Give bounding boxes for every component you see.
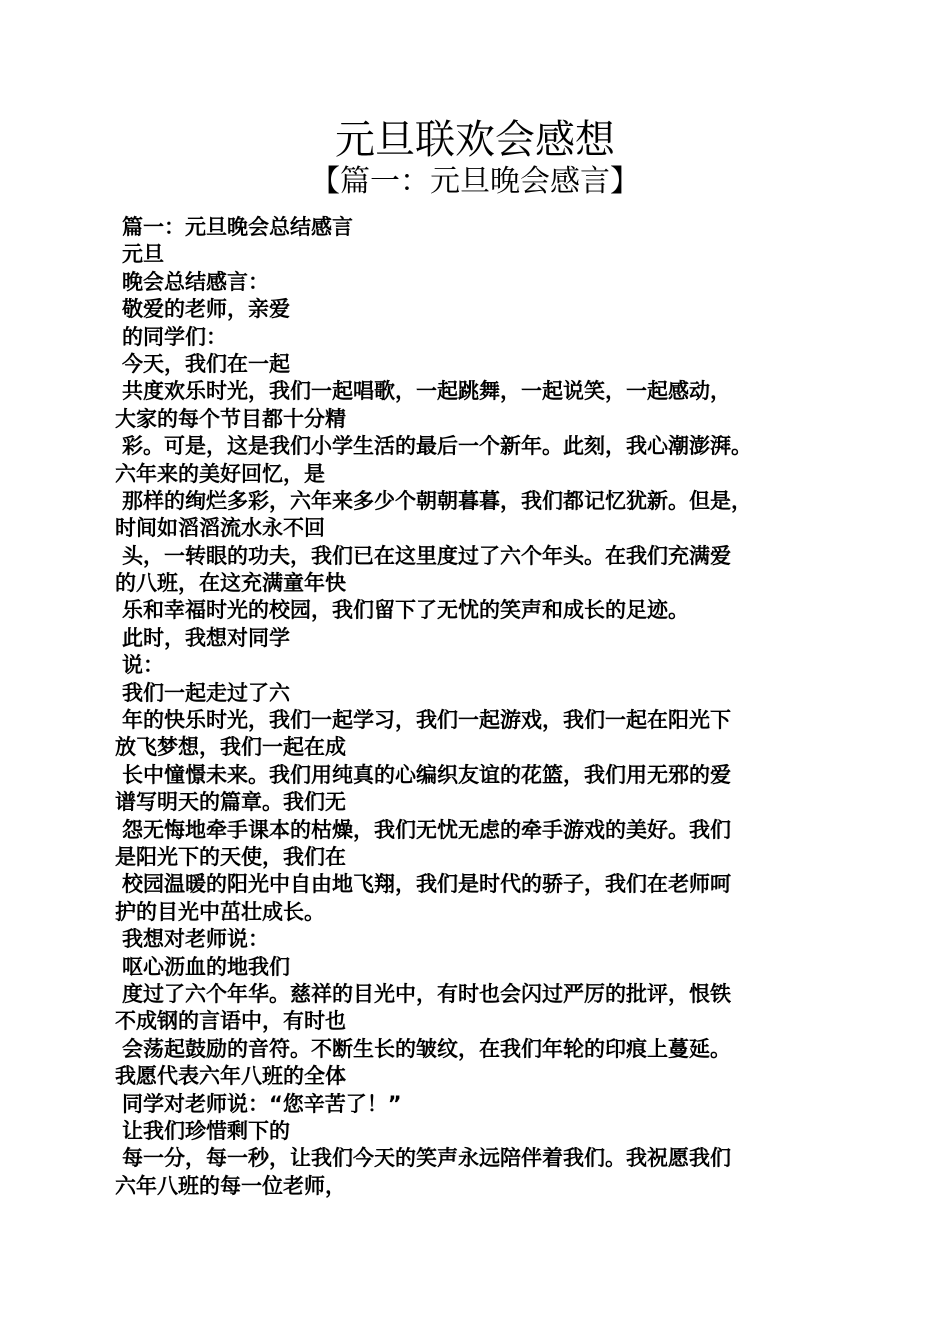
body-line: 同学对老师说：“您辛苦了！” [122, 1091, 402, 1116]
body-line: 共度欢乐时光，我们一起唱歌，一起跳舞，一起说笑，一起感动， [122, 379, 731, 404]
body-line: 长中憧憬未来。我们用纯真的心编织友谊的花篮，我们用无邪的爱 [122, 762, 731, 787]
document-body [115, 214, 835, 1200]
body-line: 的同学们： [122, 324, 227, 349]
body-line: 大家的每个节目都十分精 [115, 406, 346, 431]
body-line: 是阳光下的天使，我们在 [115, 844, 346, 869]
body-line: 今天，我们在一起 [122, 351, 290, 376]
body-line: 放飞梦想，我们一起在成 [115, 735, 346, 760]
body-line: 年的快乐时光，我们一起学习，我们一起游戏，我们一起在阳光下 [122, 708, 731, 733]
body-line: 六年八班的每一位老师， [115, 1173, 346, 1198]
body-line: 会荡起鼓励的音符。不断生长的皱纹，在我们年轮的印痕上蔓延。 [122, 1036, 731, 1061]
body-line: 那样的绚烂多彩，六年来多少个朝朝暮暮，我们都记忆犹新。但是， [122, 488, 752, 513]
body-line: 此时，我想对同学 [122, 625, 290, 650]
body-line: 敬爱的老师，亲爱 [122, 297, 290, 322]
body-line: 每一分，每一秒，让我们今天的笑声永远陪伴着我们。我祝愿我们 [122, 1146, 731, 1171]
body-line: 篇一：元旦晚会总结感言 [122, 215, 353, 239]
document-subtitle: 【篇一：元旦晚会感言】 [310, 164, 640, 199]
body-line: 我们一起走过了六 [122, 680, 290, 705]
body-line: 说： [122, 653, 164, 678]
body-line: 谱写明天的篇章。我们无 [115, 790, 346, 815]
body-line: 怨无悔地牵手课本的枯燥，我们无忧无虑的牵手游戏的美好。我们 [122, 817, 731, 842]
body-line: 不成钢的言语中，有时也 [115, 1009, 346, 1034]
body-line: 彩。可是，这是我们小学生活的最后一个新年。此刻，我心潮澎湃。 [122, 434, 752, 459]
body-line: 让我们珍惜剩下的 [122, 1118, 290, 1143]
document-title: 元旦联欢会感想 [335, 117, 615, 163]
body-line: 六年来的美好回忆，是 [115, 461, 325, 486]
body-line: 头，一转眼的功夫，我们已在这里度过了六个年头。在我们充满爱 [122, 543, 731, 568]
body-line: 时间如滔滔流水永不回 [115, 516, 325, 541]
body-line: 晚会总结感言： [122, 269, 269, 294]
body-line: 乐和幸福时光的校园，我们留下了无忧的笑声和成长的足迹。 [122, 598, 689, 623]
body-line: 我愿代表六年八班的全体 [115, 1064, 346, 1089]
body-line: 护的目光中茁壮成长。 [115, 899, 325, 924]
body-line: 元旦 [122, 242, 164, 267]
body-line: 我想对老师说： [122, 927, 269, 952]
body-line: 呕心沥血的地我们 [122, 954, 290, 979]
body-line: 校园温暖的阳光中自由地飞翔，我们是时代的骄子，我们在老师呵 [122, 872, 731, 897]
body-line: 的八班，在这充满童年快 [115, 571, 346, 596]
body-line: 度过了六个年华。慈祥的目光中，有时也会闪过严厉的批评，恨铁 [122, 981, 731, 1006]
